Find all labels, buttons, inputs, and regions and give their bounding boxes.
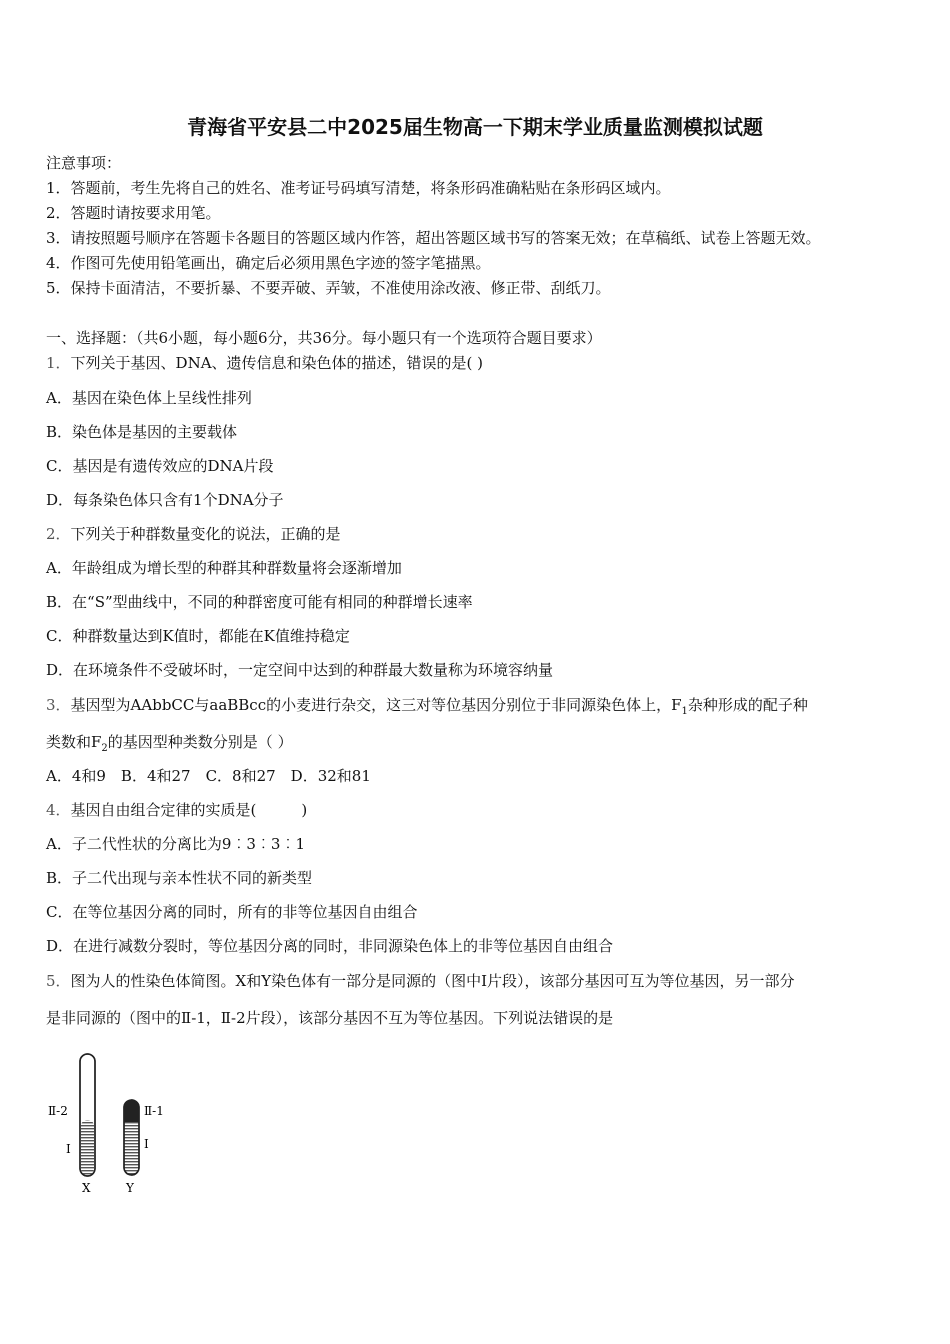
- x-chromosome: [80, 1054, 95, 1176]
- question-stem-cont: 杂种形成的配子种: [687, 696, 808, 714]
- question-number: 5．: [46, 972, 71, 990]
- notice-item-2: 2．答题时请按要求用笔。: [46, 204, 221, 222]
- notice-item-1: 1．答题前，考生先将自己的姓名、准考证号码填写清楚，将条形码准确粘贴在条形码区域内。: [46, 179, 671, 197]
- x-name-label: X: [82, 1181, 91, 1195]
- question-3-line-2: [46, 731, 293, 754]
- q4-option-a: A．子二代性状的分离比为9︰3︰3︰1: [46, 835, 306, 853]
- page-title: 青海省平安县二中2025届生物高一下期末学业质量监测模拟试题: [187, 115, 763, 139]
- sex-chromosome-figure: [46, 1050, 186, 1200]
- question-3: [46, 694, 808, 717]
- q1-option-a: A．基因在染色体上呈线性排列: [46, 389, 252, 407]
- y-name-label: Y: [126, 1181, 134, 1195]
- subscript: 1: [681, 706, 688, 717]
- q1-option-c: C．基因是有遗传效应的DNA片段: [46, 457, 274, 475]
- y-segment-1-label: I: [144, 1137, 149, 1151]
- q3-options: A．4和9 B．4和27 C．8和27 D．32和81: [46, 767, 371, 785]
- question-stem: 基因自由组合定律的实质是( ): [70, 801, 308, 819]
- question-5-line-2: 是非同源的（图中的Ⅱ-1，Ⅱ-2片段），该部分基因不互为等位基因。下列说法错误的是: [46, 1009, 614, 1027]
- question-number: 1．: [46, 354, 71, 372]
- notice-item-4: 4．作图可先使用铅笔画出，确定后必须用黑色字迹的签字笔描黑。: [46, 254, 491, 272]
- notice-item-3: 3．请按照题号顺序在答题卡各题目的答题区域内作答，超出答题区域书写的答案无效；在草稿纸、试卷上答题无效。: [46, 229, 821, 247]
- notice-heading: 注意事项：: [46, 154, 122, 172]
- q4-option-d: D．在进行减数分裂时，等位基因分离的同时，非同源染色体上的非等位基因自由组合: [46, 937, 614, 955]
- question-number: 3．: [46, 696, 71, 714]
- question-2: [46, 523, 341, 544]
- section-heading: 一、选择题：（共6小题，每小题6分，共36分。每小题只有一个选项符合题目要求）: [46, 329, 602, 347]
- question-stem-cont: 的基因型种类数分别是（ ）: [107, 733, 293, 751]
- q4-option-c: C．在等位基因分离的同时，所有的非等位基因自由组合: [46, 903, 418, 921]
- x-segment-2-label: Ⅱ-2: [48, 1104, 68, 1118]
- question-5: [46, 970, 795, 991]
- x-segment-1-label: I: [66, 1142, 71, 1156]
- q2-option-b: B．在“S”型曲线中，不同的种群密度可能有相同的种群增长速率: [46, 593, 473, 611]
- subscript: 2: [101, 743, 108, 754]
- question-stem: 类数和F: [46, 733, 102, 751]
- q2-option-d: D．在环境条件不受破坏时，一定空间中达到的种群最大数量称为环境容纳量: [46, 661, 554, 679]
- notice-item-5: 5．保持卡面清洁，不要折暴、不要弄破、弄皱，不准使用涂改液、修正带、刮纸刀。: [46, 279, 611, 297]
- q1-option-b: B．染色体是基因的主要载体: [46, 423, 238, 441]
- question-4: [46, 799, 307, 820]
- question-number: 2．: [46, 525, 71, 543]
- question-stem: 基因型为AAbbCC与aaBBcc的小麦进行杂交，这三对等位基因分别位于非同源染色体上，F: [70, 696, 682, 714]
- q4-option-b: B．子二代出现与亲本性状不同的新类型: [46, 869, 313, 887]
- question-stem: 下列关于基因、DNA、遗传信息和染色体的描述，错误的是( ): [70, 354, 484, 372]
- y-chromosome: [124, 1100, 139, 1176]
- question-1: [46, 352, 483, 373]
- q1-option-d: D．每条染色体只含有1个DNA分子: [46, 491, 284, 509]
- question-stem: 下列关于种群数量变化的说法，正确的是: [70, 525, 341, 543]
- q2-option-a: A．年龄组成为增长型的种群其种群数量将会逐渐增加: [46, 559, 402, 577]
- question-stem: 图为人的性染色体简图。X和Y染色体有一部分是同源的（图中I片段），该部分基因可互为等位基因，另一部分: [70, 972, 795, 990]
- y-segment-2-label: Ⅱ-1: [144, 1104, 164, 1118]
- question-number: 4．: [46, 801, 71, 819]
- q2-option-c: C．种群数量达到K值时，都能在K值维持稳定: [46, 627, 350, 645]
